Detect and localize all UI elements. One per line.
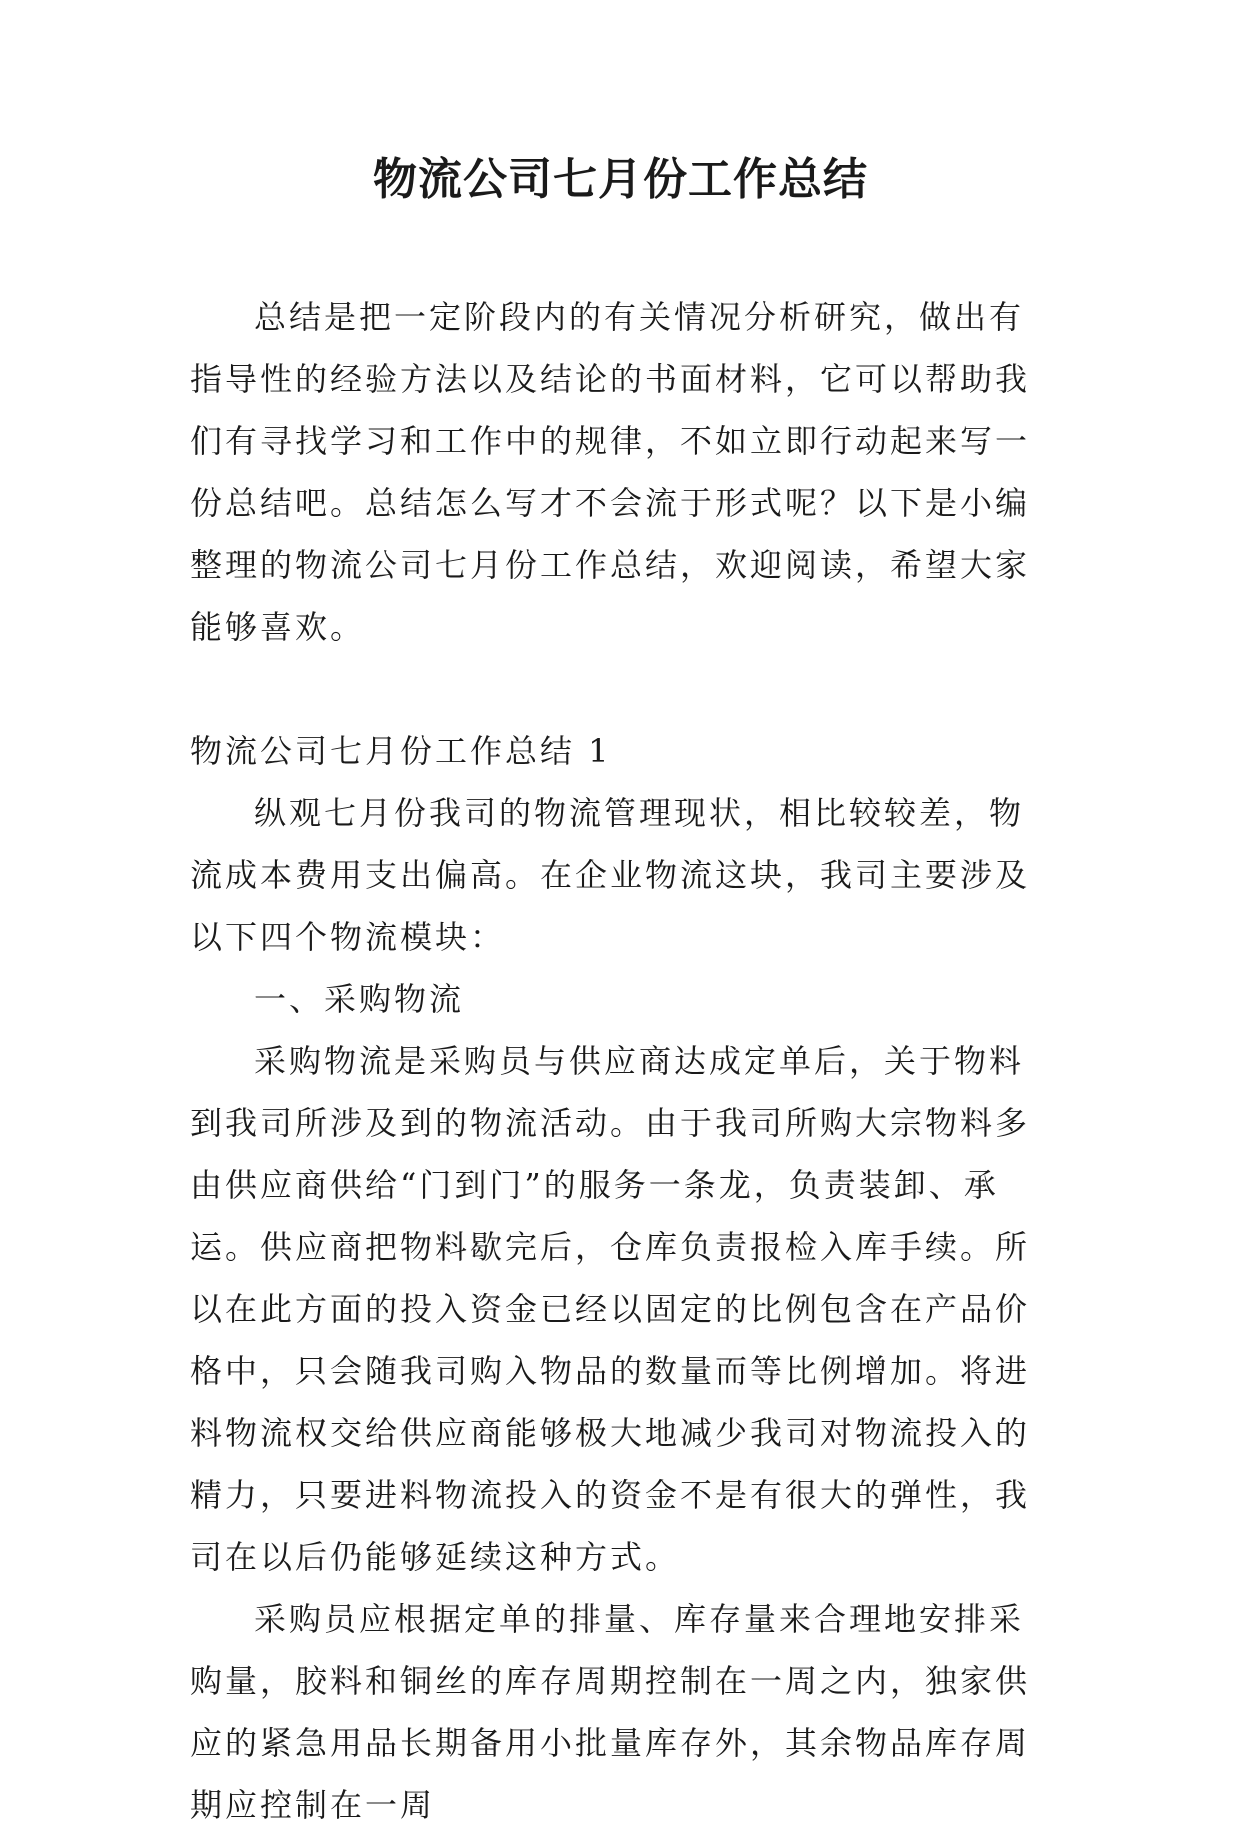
body-paragraph-1: 纵观七月份我司的物流管理现状，相比较较差，物流成本费用支出偏高。在企业物流这块，我司主要涉及以下四个物流模块： xyxy=(190,794,1031,956)
document-title: 物流公司七月份工作总结 xyxy=(373,154,868,205)
paragraph-spacer xyxy=(190,658,1050,720)
body-paragraph-2: 采购物流是采购员与供应商达成定单后，关于物料到我司所涉及到的物流活动。由于我司所购大宗物料多由供应商供给“门到门”的服务一条龙，负责装卸、承运。供应商把物料歇完后，仓库负责报检入库手续。所以在此方面的投入资金已经以固定的比例包含在产品价格中，只会随我司购入物品的数量而等比例增加。将进料物流权交给供应商能够极大地减少我司对物流投入的精力，只要进料物流投入的资金不是有很大的弹性，我司在以后仍能够延续这种方式。 xyxy=(190,1042,1031,1576)
document-body xyxy=(190,286,1050,1836)
body-paragraph-3: 采购员应根据定单的排量、库存量来合理地安排采购量，胶料和铜丝的库存周期控制在一周之内，独家供应的紧急用品长期备用小批量库存外，其余物品库存周期应控制在一周 xyxy=(190,1600,1031,1824)
section-heading: 物流公司七月份工作总结 1 xyxy=(190,732,612,770)
subsection-heading: 一、采购物流 xyxy=(254,980,465,1018)
intro-paragraph: 总结是把一定阶段内的有关情况分析研究，做出有指导性的经验方法以及结论的书面材料，它可以帮助我们有寻找学习和工作中的规律，不如立即行动起来写一份总结吧。总结怎么写才不会流于形式呢？以下是小编整理的物流公司七月份工作总结，欢迎阅读，希望大家能够喜欢。 xyxy=(190,298,1031,646)
